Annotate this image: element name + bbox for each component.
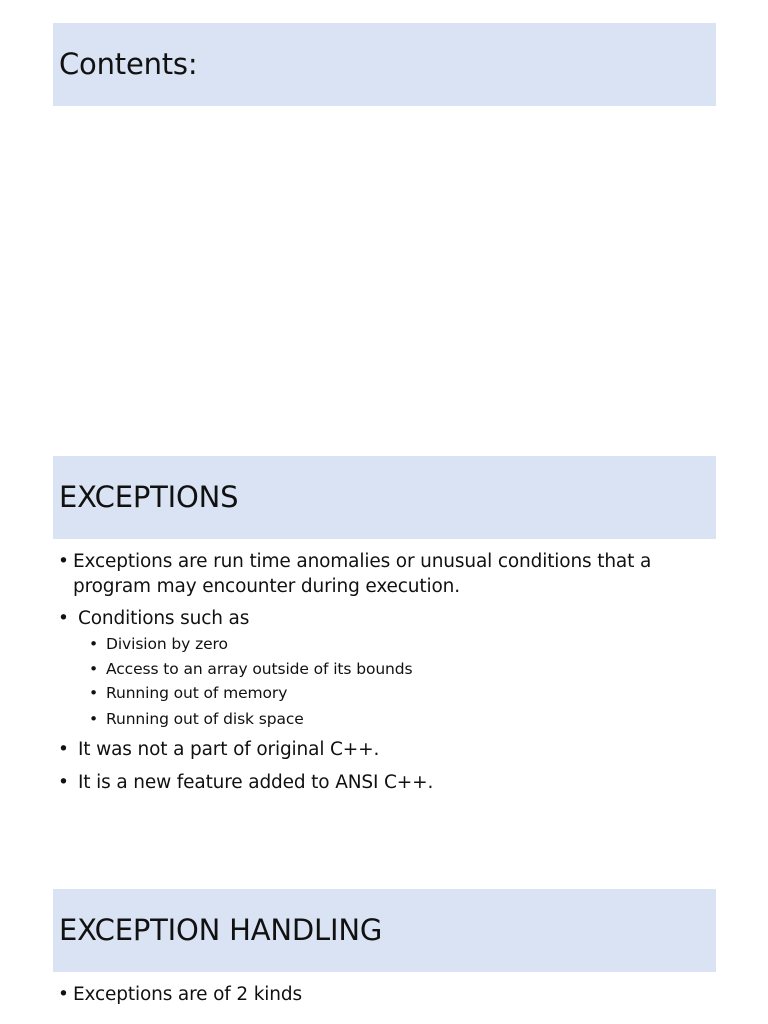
title-band <box>53 456 716 539</box>
bullet-glyph: • <box>89 660 99 678</box>
title-band <box>53 889 716 972</box>
title-band <box>53 23 716 106</box>
bullet-glyph: • <box>89 684 99 702</box>
slide-title: EXCEPTIONS <box>59 480 239 514</box>
bullet-glyph: • <box>89 710 99 728</box>
bullet-glyph: • <box>89 635 99 653</box>
slide-title: EXCEPTION HANDLING <box>59 913 383 947</box>
bullet-glyph: • <box>58 551 69 572</box>
bullet-glyph: • <box>58 772 69 793</box>
bullet-glyph: • <box>58 739 69 760</box>
bullet-glyph: • <box>58 608 69 629</box>
bullet-glyph: • <box>58 984 69 1005</box>
slide-title: Contents: <box>59 47 198 81</box>
